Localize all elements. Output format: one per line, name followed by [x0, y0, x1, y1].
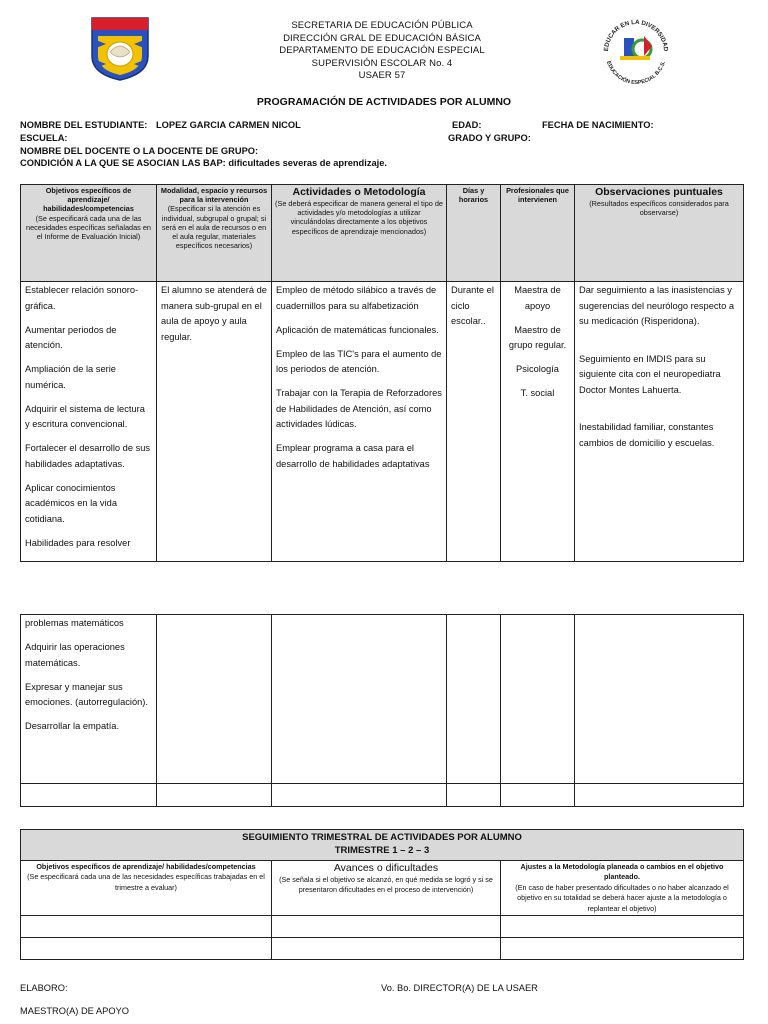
- header-line: SECRETARIA DE EDUCACIÓN PÚBLICA: [291, 20, 473, 31]
- followup-title-cell: [21, 830, 744, 861]
- logo-text-top: EDUCAR EN LA DIVERSIDAD: [602, 18, 670, 52]
- table-row: [21, 615, 744, 784]
- objective-item: problemas matemáticos: [25, 618, 124, 628]
- activities-cell: [272, 282, 447, 562]
- header-line: SUPERVISIÓN ESCOLAR No. 4: [311, 57, 453, 69]
- followup-col1-title: Objetivos específicos de aprendizaje/ habilidades/competencias: [36, 862, 256, 871]
- objective-item: Fortalecer el desarrollo de sus habilidades adaptativas.: [25, 443, 151, 469]
- professional-item: Maestra de apoyo: [514, 285, 561, 311]
- followup-subtitle: TRIMESTRE 1 – 2 – 3: [334, 845, 430, 856]
- professional-item: T. social: [520, 388, 555, 398]
- svg-text:EDUCACIÓN ESPECIAL B.C.S.: [605, 60, 667, 84]
- professionals-cell: [501, 282, 575, 562]
- grade-group-label: GRADO Y GRUPO:: [448, 133, 531, 143]
- observation-item: Seguimiento en IMDIS para su siguiente cita con el neuropediatra Doctor Montes Lahuerta.: [579, 353, 721, 395]
- header-modality: [157, 185, 272, 282]
- objective-item: Adquirir las operaciones matemáticas.: [25, 642, 125, 668]
- condition-value: dificultades severas de aprendizaje.: [228, 158, 387, 168]
- table-row: [21, 916, 744, 938]
- followup-col3-title: Ajustes a la Metodología planeada o cambios en el objetivo planteado.: [520, 862, 724, 882]
- table-header-row: [21, 185, 744, 282]
- document-title: PROGRAMACIÓN DE ACTIVIDADES POR ALUMNO: [256, 96, 512, 108]
- header-modality-note: (Especificar si la atención es individual, subgrupal o grupal; si será en el aula de recursos o en el aula regular, materiales específicos necesarios): [161, 204, 267, 251]
- header-days: [447, 185, 501, 282]
- followup-header-progress: [272, 861, 501, 916]
- followup-header-row: [21, 861, 744, 916]
- table-cell: [21, 784, 157, 807]
- teacher-label: NOMBRE DEL DOCENTE O LA DOCENTE DE GRUPO:: [20, 146, 259, 156]
- table-cell: [272, 784, 447, 807]
- table-row: [21, 938, 744, 960]
- table-cell: [21, 916, 272, 938]
- objective-item: Aumentar periodos de atención.: [25, 324, 117, 350]
- header-line: DIRECCIÓN GRAL DE EDUCACIÓN BÁSICA: [283, 32, 481, 44]
- objectives-cell: [21, 282, 157, 562]
- followup-header-objectives: [21, 861, 272, 916]
- table-cell: [575, 784, 744, 807]
- modality-cell: [157, 282, 272, 562]
- table-cell: [501, 784, 575, 807]
- student-name-value: LOPEZ GARCIA CARMEN NICOL: [156, 120, 301, 130]
- followup-title-row: [21, 830, 744, 861]
- followup-col2-title: Avances o dificultades: [333, 862, 439, 874]
- condition-label: CONDICIÓN A LA QUE SE ASOCIAN LAS BAP:: [20, 158, 226, 168]
- professional-item: Maestro de grupo regular.: [508, 324, 567, 350]
- header-line: USAER 57: [358, 70, 406, 82]
- objectives-cell: [21, 615, 157, 784]
- age-label: EDAD:: [452, 120, 482, 130]
- objective-item: Desarrollar la empatía.: [25, 721, 120, 731]
- elaboro-label: ELABORO:: [20, 983, 68, 993]
- days-cell: [447, 282, 501, 562]
- header-activities: [272, 185, 447, 282]
- table-cell: [447, 784, 501, 807]
- activity-item: Emplear programa a casa para el desarrollo de habilidades adaptativas: [276, 443, 430, 469]
- director-approval-label: Vo. Bo. DIRECTOR(A) DE LA USAER: [381, 983, 538, 993]
- modality-text: El alumno se atenderá de manera sub-grupal en el aula de apoyo y aula regular.: [161, 285, 267, 342]
- days-text: Durante el ciclo escolar..: [451, 285, 494, 326]
- table-cell: [575, 615, 744, 784]
- header-professionals-title: Profesionales que intervienen: [506, 186, 569, 205]
- followup-col1-note: (Se especificará cada una de las necesidades específicas trabajadas en el trimestre a evaluar): [27, 872, 265, 892]
- header-observations-note: (Resultados específicos considerados para observarse): [589, 199, 729, 218]
- table-row: [21, 282, 744, 562]
- observation-item: Dar seguimiento a las inasistencias y sugerencias del neurólogo respecto a su medicación (Risperidona).: [579, 285, 735, 326]
- student-name-label: NOMBRE DEL ESTUDIANTE:: [20, 120, 148, 130]
- condition-row: [20, 158, 387, 168]
- table-cell: [501, 916, 744, 938]
- observation-item: Inestabilidad familiar, constantes cambios de domicilio y escuelas.: [579, 422, 715, 448]
- objective-item: Ampliación de la serie numérica.: [25, 364, 116, 390]
- table-cell: [501, 615, 575, 784]
- table-row: [21, 784, 744, 807]
- header-observations: [575, 185, 744, 282]
- table-cell: [272, 615, 447, 784]
- activities-table: [20, 184, 744, 562]
- objective-item: Aplicar conocimientos académicos en la vida cotidiana.: [25, 482, 117, 524]
- activity-item: Trabajar con la Terapia de Reforzadores de Habilidades de Atención, así como actividades lúdicas.: [276, 388, 442, 429]
- header-professionals: [501, 185, 575, 282]
- table-cell: [272, 938, 501, 960]
- table-cell: [157, 615, 272, 784]
- header-objectives-title: Objetivos específicos de aprendizaje/ habilidades/competencias: [43, 186, 134, 214]
- followup-header-adjustments: [501, 861, 744, 916]
- objective-item: Expresar y manejar sus emociones. (autorregulación).: [25, 681, 148, 707]
- followup-col3-note: (En caso de haber presentado dificultades o no haber alcanzado el objetivo en su totalidad se deberá hacer ajuste a la metodología o replantear el objetivo): [515, 882, 729, 913]
- table-cell: [157, 784, 272, 807]
- activity-item: Empleo de las TIC's para el aumento de los periodos de atención.: [276, 348, 442, 374]
- activity-item: Aplicación de matemáticas funcionales.: [276, 324, 439, 335]
- header-objectives: [21, 185, 157, 282]
- birth-date-label: FECHA DE NACIMIENTO:: [542, 120, 654, 130]
- followup-col2-note: (Se señala si el objetivo se alcanzó, en qué medida se logró y si se presentaron dificultades en el proceso de intervención): [279, 875, 493, 895]
- objective-item: Establecer relación sonoro-gráfica.: [25, 285, 139, 311]
- table-cell: [272, 916, 501, 938]
- header-modality-title: Modalidad, espacio y recursos para la intervención: [160, 186, 268, 205]
- table-cell: [21, 938, 272, 960]
- objective-item: Habilidades para resolver: [25, 537, 131, 548]
- school-label: ESCUELA:: [20, 133, 68, 143]
- state-coat-of-arms-logo: [88, 16, 152, 82]
- table-cell: [501, 938, 744, 960]
- followup-table: [20, 829, 744, 960]
- activity-item: Empleo de método silábico a través de cuadernillos para su alfabetización: [276, 285, 437, 311]
- student-name-row: [20, 120, 301, 130]
- table-cell: [447, 615, 501, 784]
- header-observations-title: Observaciones puntuales: [595, 186, 723, 198]
- header-line: DEPARTAMENTO DE EDUCACIÓN ESPECIAL: [279, 45, 485, 57]
- observations-cell: [575, 282, 744, 562]
- objective-item: Adquirir el sistema de lectura y escritura convencional.: [25, 403, 145, 429]
- logo-text-bottom: EDUCACIÓN ESPECIAL B.C.S.: [605, 60, 667, 84]
- header-activities-note: (Se deberá especificar de manera general el tipo de actividades y/o metodologías a utilizar vinculándolas directamente a los objetivos específicos de aprendizaje mencionados): [275, 199, 443, 236]
- activities-table-continued: [20, 614, 744, 807]
- professional-item: Psicología: [516, 364, 559, 374]
- followup-title: SEGUIMIENTO TRIMESTRAL DE ACTIVIDADES POR ALUMNO: [242, 832, 522, 843]
- header-objectives-note: (Se especificará cada una de las necesidades específicas señaladas en el Informe de Evaluación Inicial): [26, 213, 151, 242]
- institution-header: [230, 20, 534, 83]
- header-days-title: Días y horarios: [458, 186, 489, 205]
- svg-text:EDUCAR EN LA DIVERSIDAD: [603, 19, 669, 52]
- header-activities-title: Actividades o Metodología: [292, 186, 426, 198]
- support-teacher-label: MAESTRO(A) DE APOYO: [20, 1006, 129, 1016]
- special-education-logo: [598, 16, 674, 84]
